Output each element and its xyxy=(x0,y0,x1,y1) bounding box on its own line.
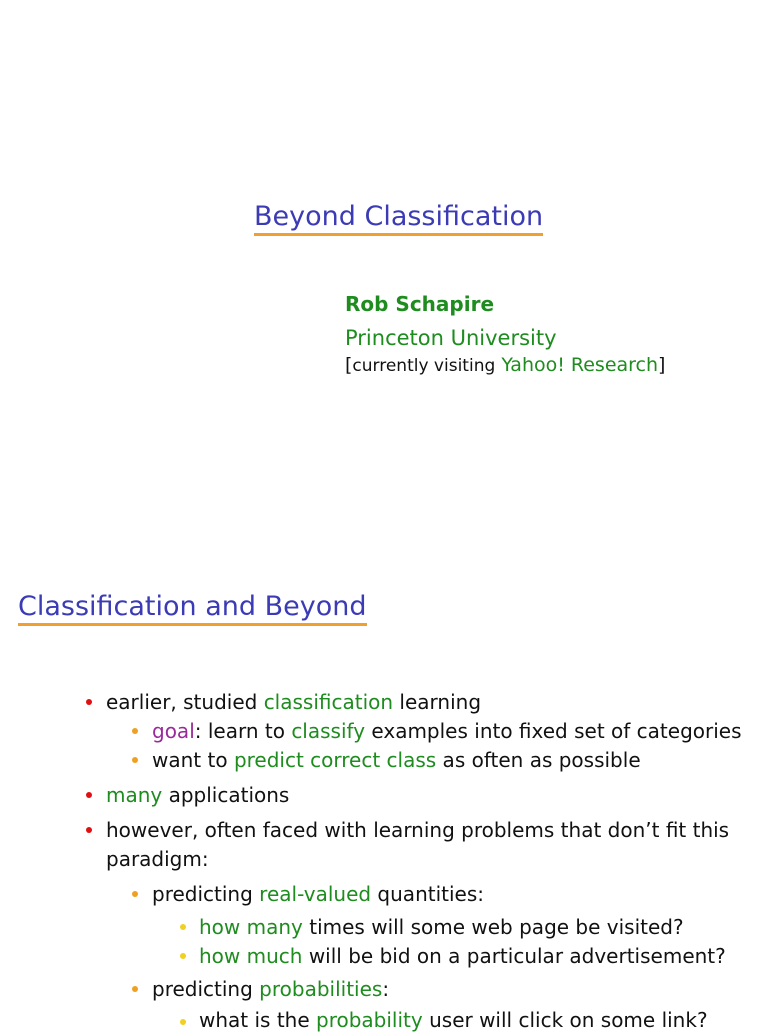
text: applications xyxy=(162,783,290,807)
bullet-dot-level1 xyxy=(86,792,92,798)
highlight: how much xyxy=(199,944,303,968)
visiting-close-bracket: ] xyxy=(658,354,666,376)
title-underline xyxy=(18,623,367,626)
text: predicting xyxy=(152,882,260,906)
bullet-dot-level2 xyxy=(132,757,138,763)
list-item xyxy=(106,689,481,715)
highlight: probability xyxy=(316,1008,423,1032)
highlight: probabilities xyxy=(259,977,383,1001)
slide-title-text: Classification and Beyond xyxy=(18,591,367,622)
title-underline xyxy=(254,233,543,236)
list-item xyxy=(199,943,726,969)
visiting-open-bracket: [ xyxy=(345,354,353,376)
bullet-dot-level3 xyxy=(180,1019,186,1025)
highlight: classify xyxy=(291,719,366,743)
bullet-dot-level3 xyxy=(180,953,186,959)
bullet-dot-level2 xyxy=(132,891,138,897)
highlight: classification xyxy=(263,690,394,714)
text: however, often faced with learning problems that don’t fit this xyxy=(106,818,730,842)
text: times will some web page be visited? xyxy=(302,915,684,939)
list-item xyxy=(152,881,484,907)
bullet-dot-level1 xyxy=(86,827,92,833)
bullet-dot-level2 xyxy=(132,986,138,992)
text: examples into fixed set of categories xyxy=(365,719,742,743)
list-item xyxy=(199,914,684,940)
list-item xyxy=(199,1007,708,1033)
bullet-dot-level3 xyxy=(180,924,186,930)
visiting-prefix: currently visiting xyxy=(352,356,496,376)
text: will be bid on a particular advertisement? xyxy=(302,944,726,968)
text: what is the xyxy=(199,1008,317,1032)
bullet-dot-level2 xyxy=(132,728,138,734)
list-item-continuation xyxy=(106,846,209,872)
text: : xyxy=(382,977,390,1001)
text: predicting xyxy=(152,977,260,1001)
list-item xyxy=(106,817,729,843)
highlight: how many xyxy=(199,915,303,939)
slide-title xyxy=(18,590,367,624)
text: earlier, studied xyxy=(106,690,264,714)
slide-title-text: Beyond Classification xyxy=(254,201,544,232)
list-item xyxy=(152,747,641,773)
visiting-note xyxy=(345,354,665,376)
bullet-dot-level1 xyxy=(86,699,92,705)
visiting-org: Yahoo! Research xyxy=(501,354,659,376)
list-item xyxy=(106,782,289,808)
author-name: Rob Schapire xyxy=(345,292,495,316)
text: learning xyxy=(393,690,482,714)
highlight: predict correct class xyxy=(233,748,437,772)
text: as often as possible xyxy=(436,748,641,772)
author-affiliation: Princeton University xyxy=(345,326,557,350)
text: want to xyxy=(152,748,234,772)
text: paradigm: xyxy=(106,847,209,871)
slide-title xyxy=(254,200,543,234)
list-item xyxy=(152,718,742,744)
highlight: many xyxy=(106,783,163,807)
text: : learn to xyxy=(194,719,292,743)
list-item xyxy=(152,976,389,1002)
content-slide xyxy=(0,560,768,1032)
text: quantities: xyxy=(371,882,484,906)
text: user will click on some link? xyxy=(422,1008,708,1032)
highlight: goal xyxy=(152,719,195,743)
highlight: real-valued xyxy=(259,882,372,906)
